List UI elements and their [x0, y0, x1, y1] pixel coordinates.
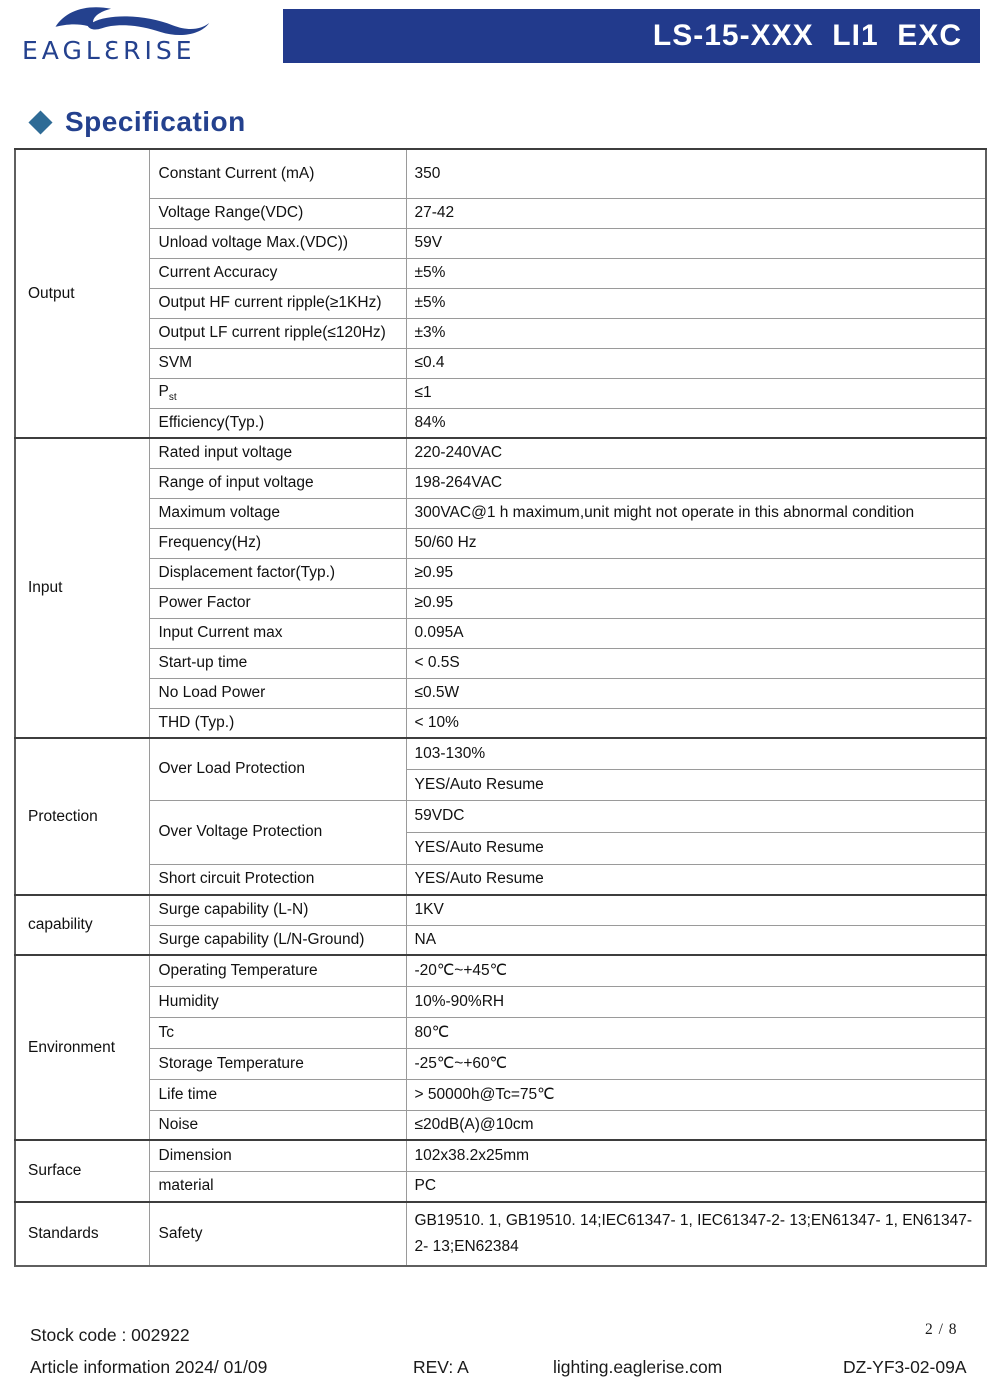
section-label: Environment — [15, 955, 149, 1140]
spec-value: 300VAC@1 h maximum,unit might not operate in this abnormal condition — [406, 498, 986, 528]
table-row — [15, 800, 986, 832]
spec-label-text: Rated input voltage — [158, 444, 293, 462]
spec-label — [149, 925, 406, 955]
spec-label — [149, 864, 406, 895]
spec-label — [149, 468, 406, 498]
spec-label — [149, 1079, 406, 1110]
spec-value: 0.095A — [406, 618, 986, 648]
section-label: Surface — [15, 1140, 149, 1202]
model-number: LS-15-XXX LI1 EXC — [652, 19, 962, 52]
spec-label — [149, 149, 406, 198]
spec-value: 198-264VAC — [406, 468, 986, 498]
spec-value: 59VDC — [406, 800, 986, 832]
spec-label-text: Over Voltage Protection — [158, 823, 323, 840]
eagle-swoosh-icon — [48, 2, 213, 38]
eaglerise-logo — [20, 2, 240, 68]
spec-label-text: Over Load Protection — [158, 760, 305, 778]
section-label: Protection — [15, 738, 149, 895]
spec-label — [149, 618, 406, 648]
section-label: Standards — [15, 1202, 149, 1266]
spec-label — [149, 1017, 406, 1048]
spec-label-text: Dimension — [158, 1146, 232, 1164]
spec-label-text: Output LF current ripple(≤120Hz) — [158, 324, 386, 341]
spec-label — [149, 708, 406, 738]
table-row — [15, 498, 986, 528]
table-row — [15, 588, 986, 618]
spec-label — [149, 318, 406, 348]
spec-label-text: Storage Temperature — [158, 1054, 304, 1072]
spec-label-text: Range of input voltage — [158, 474, 314, 491]
spec-label-text: Humidity — [158, 992, 219, 1010]
table-row — [15, 1079, 986, 1110]
spec-label-text: Output HF current ripple(≥1KHz) — [158, 294, 382, 311]
spec-label-text: THD (Typ.) — [158, 713, 235, 731]
section-label: Input — [15, 438, 149, 738]
table-row — [15, 378, 986, 408]
table-row — [15, 648, 986, 678]
spec-label — [149, 558, 406, 588]
spec-value: ≥0.95 — [406, 588, 986, 618]
table-row — [15, 986, 986, 1017]
spec-value: ≤0.4 — [406, 348, 986, 378]
table-row — [15, 528, 986, 558]
spec-value: 50/60 Hz — [406, 528, 986, 558]
spec-value: NA — [406, 925, 986, 955]
website-text: lighting.eaglerise.com — [553, 1357, 723, 1377]
spec-label — [149, 1048, 406, 1079]
spec-value: 59V — [406, 228, 986, 258]
spec-value: 102x38.2x25mm — [406, 1140, 986, 1171]
spec-value: < 0.5S — [406, 648, 986, 678]
table-row — [15, 348, 986, 378]
table-row — [15, 1140, 986, 1171]
table-row — [15, 149, 986, 198]
spec-label — [149, 1171, 406, 1202]
spec-value: ±5% — [406, 288, 986, 318]
table-row — [15, 895, 986, 925]
section-label: capability — [15, 895, 149, 955]
spec-label-text: Surge capability (L/N-Ground) — [158, 930, 365, 948]
spec-label — [149, 228, 406, 258]
spec-label-text: SVM — [158, 354, 193, 371]
spec-value: ±3% — [406, 318, 986, 348]
table-row — [15, 408, 986, 438]
spec-label-text: Operating Temperature — [158, 961, 318, 979]
spec-value: < 10% — [406, 708, 986, 738]
spec-label-text: Voltage Range(VDC) — [158, 204, 304, 221]
spec-label-text: Input Current max — [158, 624, 283, 641]
stock-code: Stock code : 002922 — [30, 1325, 190, 1345]
spec-value: 84% — [406, 408, 986, 438]
article-info: Article information 2024/ 01/09 — [30, 1357, 268, 1377]
spec-value: 350 — [406, 149, 986, 198]
spec-label-subscript: st — [168, 392, 177, 404]
spec-label — [149, 198, 406, 228]
table-row — [15, 955, 986, 986]
spec-label-text: Frequency(Hz) — [158, 534, 261, 551]
specification-heading — [30, 104, 246, 140]
table-row — [15, 864, 986, 895]
table-row — [15, 318, 986, 348]
spec-value: ±5% — [406, 258, 986, 288]
table-row — [15, 1171, 986, 1202]
spec-value: ≤20dB(A)@10cm — [406, 1110, 986, 1140]
spec-value: ≤1 — [406, 378, 986, 408]
spec-label-text: P — [158, 382, 169, 400]
spec-label — [149, 1202, 406, 1266]
spec-value: -20℃~+45℃ — [406, 955, 986, 986]
table-row — [15, 558, 986, 588]
spec-label — [149, 1140, 406, 1171]
spec-label-text: Short circuit Protection — [158, 870, 315, 888]
table-row — [15, 618, 986, 648]
spec-label — [149, 738, 406, 800]
table-row — [15, 258, 986, 288]
spec-label-text: Constant Current (mA) — [158, 164, 315, 182]
spec-value: GB19510. 1, GB19510. 14;IEC61347- 1, IEC61347-2- 13;EN61347- 1, EN61347-2- 13;EN62384 — [406, 1202, 986, 1266]
table-row — [15, 1017, 986, 1048]
spec-label-text: Current Accuracy — [158, 264, 278, 281]
spec-value: YES/Auto Resume — [406, 832, 986, 864]
spec-label-text: Noise — [158, 1115, 199, 1133]
revision-label: REV: A — [413, 1357, 469, 1377]
spec-value: 80℃ — [406, 1017, 986, 1048]
spec-value: 27-42 — [406, 198, 986, 228]
table-row — [15, 288, 986, 318]
table-row — [15, 198, 986, 228]
spec-label-text: Maximum voltage — [158, 504, 280, 521]
table-row — [15, 1202, 986, 1266]
spec-label — [149, 288, 406, 318]
page-title: Specification — [65, 106, 246, 137]
spec-label — [149, 955, 406, 986]
spec-label-text: Displacement factor(Typ.) — [158, 564, 336, 581]
spec-value: 1KV — [406, 895, 986, 925]
spec-value: 10%-90%RH — [406, 986, 986, 1017]
spec-label — [149, 378, 406, 408]
table-row — [15, 468, 986, 498]
table-row — [15, 738, 986, 769]
spec-label — [149, 498, 406, 528]
spec-value: ≥0.95 — [406, 558, 986, 588]
spec-label — [149, 648, 406, 678]
spec-label-text: Tc — [158, 1023, 174, 1041]
table-row — [15, 1110, 986, 1140]
spec-label — [149, 438, 406, 468]
spec-value: 220-240VAC — [406, 438, 986, 468]
specification-table — [14, 148, 987, 1267]
spec-label-text: Power Factor — [158, 594, 251, 611]
spec-value: YES/Auto Resume — [406, 864, 986, 895]
spec-label — [149, 678, 406, 708]
table-row — [15, 1048, 986, 1079]
spec-label-text: No Load Power — [158, 684, 266, 701]
spec-label-text: Life time — [158, 1085, 218, 1103]
logo-wordmark: EAGLƐRISE — [22, 36, 196, 65]
table-row — [15, 925, 986, 955]
spec-label — [149, 986, 406, 1017]
diamond-bullet-icon — [28, 110, 52, 134]
spec-label — [149, 895, 406, 925]
section-label: Output — [15, 149, 149, 438]
spec-label-text: Surge capability (L-N) — [158, 901, 309, 919]
table-row — [15, 708, 986, 738]
spec-label — [149, 528, 406, 558]
spec-value: > 50000h@Tc=75℃ — [406, 1079, 986, 1110]
spec-label-text: Safety — [158, 1225, 203, 1242]
spec-label-text: Unload voltage Max.(VDC)) — [158, 234, 349, 251]
spec-value: PC — [406, 1171, 986, 1202]
spec-label — [149, 588, 406, 618]
table-row — [15, 678, 986, 708]
spec-value: -25℃~+60℃ — [406, 1048, 986, 1079]
spec-label — [149, 258, 406, 288]
model-banner — [283, 9, 980, 63]
table-row — [15, 228, 986, 258]
spec-label-text: material — [158, 1177, 214, 1195]
spec-value: ≤0.5W — [406, 678, 986, 708]
spec-label — [149, 348, 406, 378]
spec-label — [149, 408, 406, 438]
spec-label-text: Efficiency(Typ.) — [158, 413, 265, 431]
spec-value: YES/Auto Resume — [406, 769, 986, 800]
spec-label — [149, 1110, 406, 1140]
spec-label — [149, 800, 406, 864]
spec-label-text: Start-up time — [158, 654, 248, 671]
page-number: 2 / 8 — [925, 1321, 958, 1338]
document-code: DZ-YF3-02-09A — [843, 1357, 967, 1377]
spec-value: 103-130% — [406, 738, 986, 769]
table-row — [15, 438, 986, 468]
